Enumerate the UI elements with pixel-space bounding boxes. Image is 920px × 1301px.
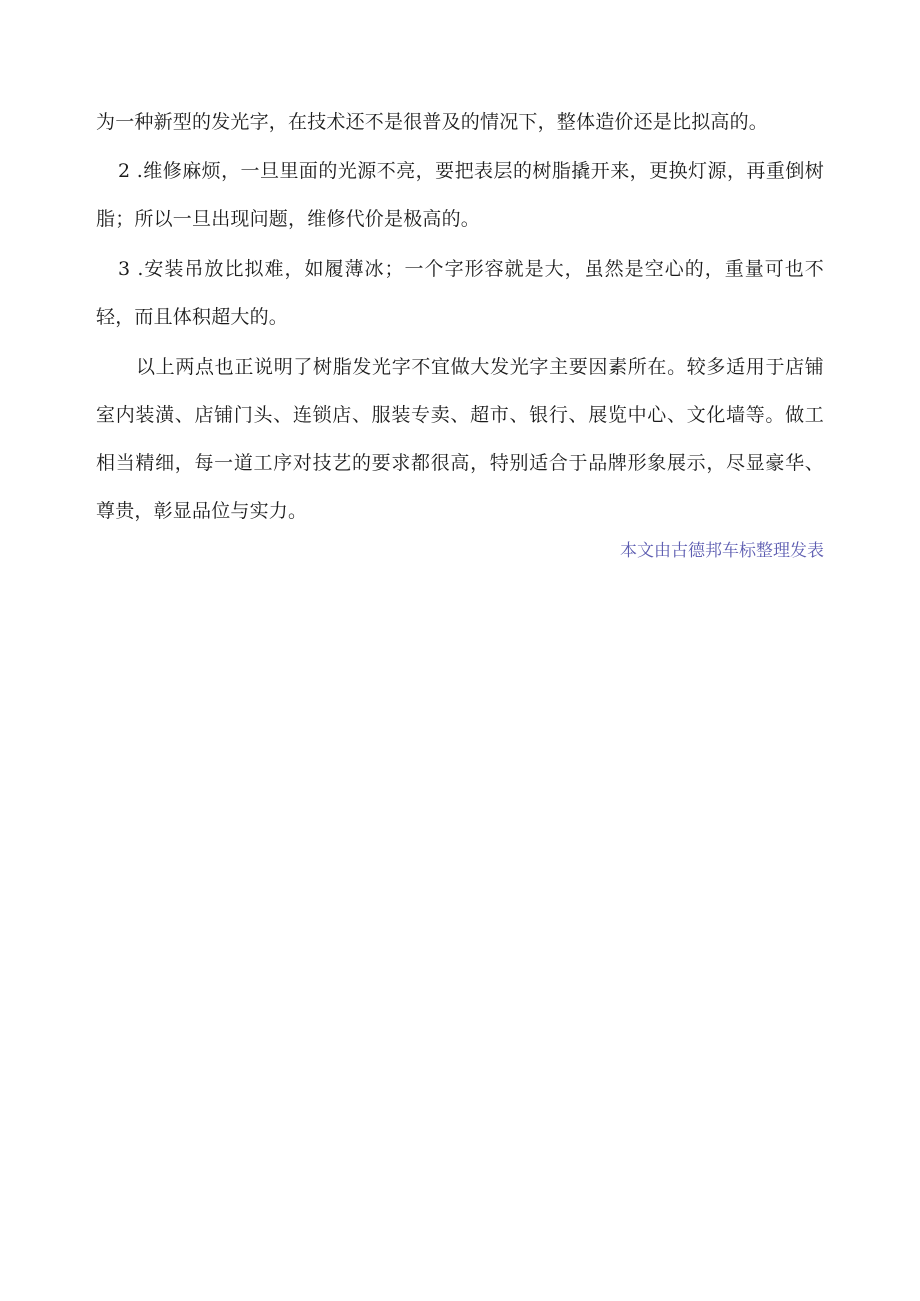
paragraph-continuation: 为一种新型的发光字，在技术还不是很普及的情况下，整体造价还是比拟高的。	[96, 111, 769, 133]
footer-attribution: 本文由古德邦车标整理发表	[620, 541, 824, 561]
paragraph-item-2: 2 .维修麻烦，一旦里面的光源不亮，要把表层的树脂撬开来，更换灯源，再重倒树脂；所以一旦出现问题，维修代价是极高的。	[96, 160, 824, 230]
paragraph-item-3: 3 .安装吊放比拟难，如履薄冰；一个字形容就是大，虽然是空心的，重量可也不轻，而且体积超大的。	[96, 258, 824, 328]
paragraph-summary: 以上两点也正说明了树脂发光字不宜做大发光字主要因素所在。较多适用于店铺室内装潢、店铺门头、连锁店、服装专卖、超市、银行、展览中心、文化墙等。做工相当精细，每一道工序对技艺的要求都很高，特别适合于品牌形象展示，尽显豪华、尊贵，彰显品位与实力。	[96, 356, 824, 522]
